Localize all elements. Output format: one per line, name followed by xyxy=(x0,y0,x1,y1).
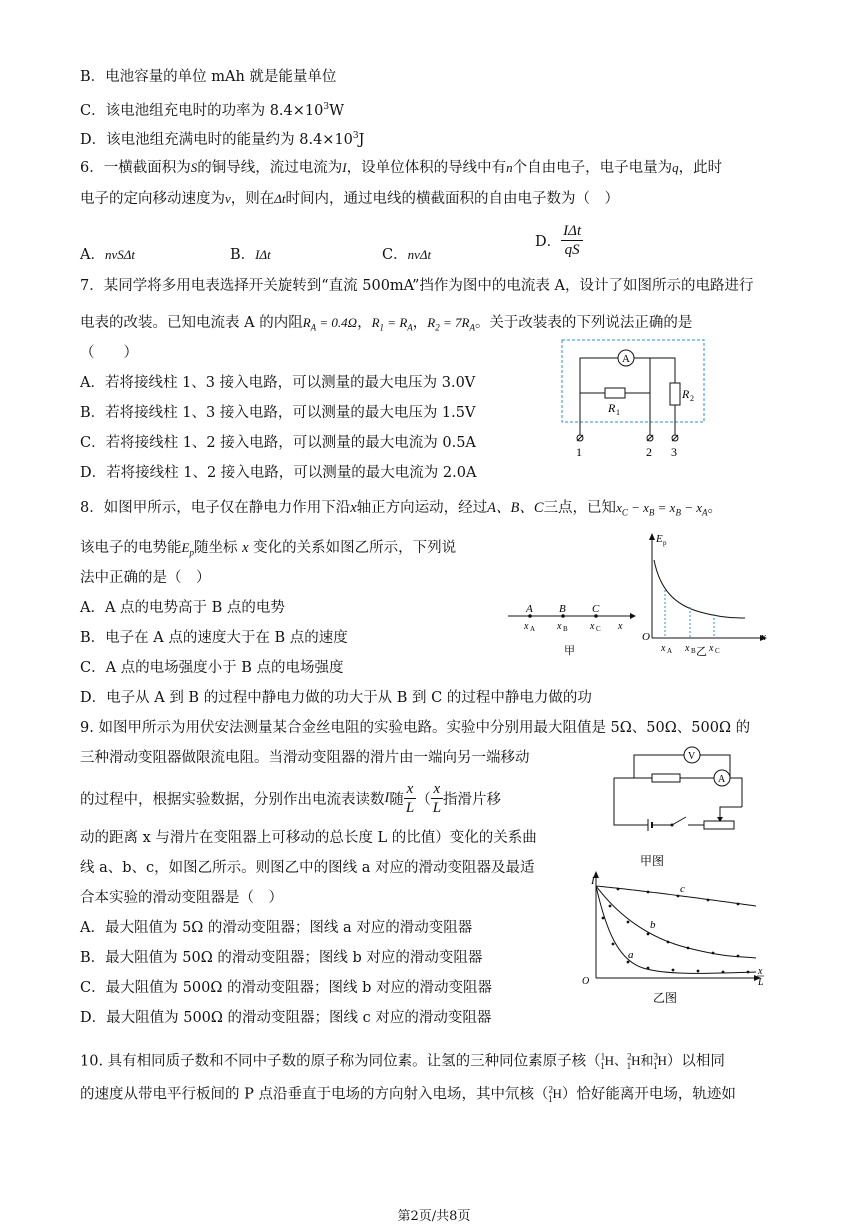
q9-circuit-figure xyxy=(612,745,752,870)
q7-option-c: C．若将接线柱 1、2 接入电路，可以测量的最大电流为 0.5A xyxy=(80,435,476,451)
q9-stem-line2: 三种滑动变阻器做限流电阻。当滑动变阻器的滑片由一端向另一端移动 xyxy=(80,750,530,766)
q9-graph-figure xyxy=(582,870,768,1010)
q10-stem-line2: 的速度从带电平行板间的 P 点沿垂直于电场的方向射入电场，其中氘核（$^2_1$H）恰好能离开电场，轨迹如 xyxy=(80,1085,736,1104)
svg-text:p: p xyxy=(663,539,667,547)
q8-stem-line1: 8．如图甲所示，电子仅在静电力作用下沿x轴正方向运动，经过A、B、C三点，已知$x_C - x_B = x_B - x_A$。 xyxy=(80,500,722,518)
q6-option-a: A．nvSΔt xyxy=(80,247,135,263)
svg-text:A: A xyxy=(622,353,630,365)
q7-paren: （ ） xyxy=(80,345,138,361)
svg-text:2: 2 xyxy=(646,445,652,459)
q7-stem-line1: 7．某同学将多用电表选择开关旋转到“直流 500mA”挡作为图中的电流表 A，设计了如图所示的电路进行 xyxy=(80,278,754,294)
q10-stem-line1: 10. 具有相同质子数和不同中子数的原子称为同位素。让氢的三种同位素原子核（$^1_1$H、$^2_1$H和$^3_1$H）以相同 xyxy=(80,1052,725,1071)
q9-option-a: A．最大阻值为 5Ω 的滑动变阻器；图线 a 对应的滑动变阻器 xyxy=(80,920,473,936)
q9-option-d: D．最大阻值为 500Ω 的滑动变阻器；图线 c 对应的滑动变阻器 xyxy=(80,1010,492,1026)
q9-option-b: B．最大阻值为 50Ω 的滑动变阻器；图线 b 对应的滑动变阻器 xyxy=(80,950,483,966)
svg-text:x: x xyxy=(557,621,562,632)
svg-text:x: x xyxy=(685,643,690,654)
q8-stem-line2: 该电子的电势能$E_p$随坐标 x 变化的关系如图乙所示，下列说 xyxy=(80,540,457,558)
svg-text:A: A xyxy=(667,647,673,655)
svg-text:x: x xyxy=(761,631,766,643)
svg-text:b: b xyxy=(650,919,656,931)
q8-option-a: A．A 点的电势高于 B 点的电势 xyxy=(80,600,285,616)
svg-text:E: E xyxy=(656,533,663,545)
svg-text:L: L xyxy=(758,977,764,988)
svg-text:B: B xyxy=(691,647,696,655)
svg-text:C: C xyxy=(596,625,601,633)
q6-option-c: C．nvΔt xyxy=(382,247,432,263)
q6-stem-line1: 6．一横截面积为S的铜导线，流过电流为I，设单位体积的导线中有n个自由电子，电子电量为q，此时 xyxy=(80,160,723,176)
q8-option-b: B．电子在 A 点的速度大于在 B 点的速度 xyxy=(80,630,348,646)
svg-text:c: c xyxy=(680,883,685,895)
svg-text:A: A xyxy=(530,625,536,633)
svg-text:乙: 乙 xyxy=(696,646,707,658)
q5-option-b: B．电池容量的单位 mAh 就是能量单位 xyxy=(80,69,337,85)
svg-text:B: B xyxy=(559,603,566,615)
svg-text:O: O xyxy=(582,976,590,987)
q6-option-b: B．IΔt xyxy=(230,247,271,263)
svg-text:B: B xyxy=(563,625,568,633)
q9-stem-line1: 9. 如图甲所示为用伏安法测量某合金丝电阻的实验电路。实验中分别用最大阻值是 5Ω、50Ω、500Ω 的 xyxy=(80,720,751,736)
svg-text:A: A xyxy=(526,603,533,615)
svg-text:R: R xyxy=(682,387,690,401)
q8-figure-jia xyxy=(508,598,638,658)
q9-stem-line4: 动的距离 x 与滑片在变阻器上可移动的总长度 L 的比值）变化的关系曲 xyxy=(80,830,537,846)
svg-text:x: x xyxy=(661,643,666,654)
svg-text:C: C xyxy=(592,603,600,615)
svg-text:x: x xyxy=(590,621,595,632)
svg-text:甲图: 甲图 xyxy=(640,854,665,868)
q7-option-d: D．若将接线柱 1、2 接入电路，可以测量的最大电流为 2.0A xyxy=(80,465,477,481)
q6-option-d: D． $\frac{\text{IΔt}}{qS}$ xyxy=(535,223,582,258)
svg-text:甲: 甲 xyxy=(564,645,575,657)
svg-text:a: a xyxy=(628,949,634,961)
q7-option-b: B．若将接线柱 1、3 接入电路，可以测量的最大电压为 1.5V xyxy=(80,405,476,421)
q8-option-d: D．电子从 A 到 B 的过程中静电力做的功大于从 B 到 C 的过程中静电力做的功 xyxy=(80,690,592,706)
q8-figure-yi xyxy=(640,530,770,658)
q9-stem-line5: 线 a、b、c，如图乙所示。则图乙中的图线 a 对应的滑动变阻器及最适 xyxy=(80,860,535,876)
svg-text:3: 3 xyxy=(671,445,677,459)
q5-option-d: D．该电池组充满电时的能量约为 $8.4\times 10^3J$ xyxy=(80,131,365,148)
svg-text:乙图: 乙图 xyxy=(653,991,678,1005)
svg-text:x: x xyxy=(524,621,529,632)
svg-text:C: C xyxy=(715,647,720,655)
q8-option-c: C．A 点的电场强度小于 B 点的电场强度 xyxy=(80,660,344,676)
svg-text:R: R xyxy=(608,401,616,415)
svg-text:2: 2 xyxy=(690,394,694,403)
q8-stem-line3: 法中正确的是（ ） xyxy=(80,570,211,586)
svg-text:x: x xyxy=(618,621,623,632)
q9-stem-line3: 的过程中，根据实验数据，分别作出电流表读数I随 $\frac{x}{L}$ （ $\frac{x}{L}$ 指滑片移 xyxy=(80,781,502,816)
q9-option-c: C．最大阻值为 500Ω 的滑动变阻器；图线 b 对应的滑动变阻器 xyxy=(80,980,493,996)
svg-text:V: V xyxy=(688,751,696,762)
q7-stem-line2: 电表的改装。已知电流表 A 的内阻$R_A = 0.4\Omega$，$R_1 = R_A$，$R_2 = 7R_A$。关于改装表的下列说法正确的是 xyxy=(80,315,693,333)
q7-circuit-figure xyxy=(560,338,710,463)
svg-text:x: x xyxy=(758,966,763,977)
svg-text:A: A xyxy=(718,774,726,785)
svg-text:1: 1 xyxy=(576,445,582,459)
q5-option-c: C．该电池组充电时的功率为 $8.4\times 10^3W$ xyxy=(80,102,345,119)
page-footer: 第2页/共8页 xyxy=(397,1209,471,1224)
svg-text:1: 1 xyxy=(616,408,620,417)
q7-option-a: A．若将接线柱 1、3 接入电路，可以测量的最大电压为 3.0V xyxy=(80,375,476,391)
svg-text:x: x xyxy=(709,643,714,654)
q6-stem-line2: 电子的定向移动速度为v，则在Δt时间内，通过电线的横截面积的自由电子数为（ ） xyxy=(80,191,620,207)
svg-text:O: O xyxy=(642,631,650,643)
svg-text:I: I xyxy=(591,875,595,887)
q9-stem-line6: 合本实验的滑动变阻器是（ ） xyxy=(80,890,283,906)
